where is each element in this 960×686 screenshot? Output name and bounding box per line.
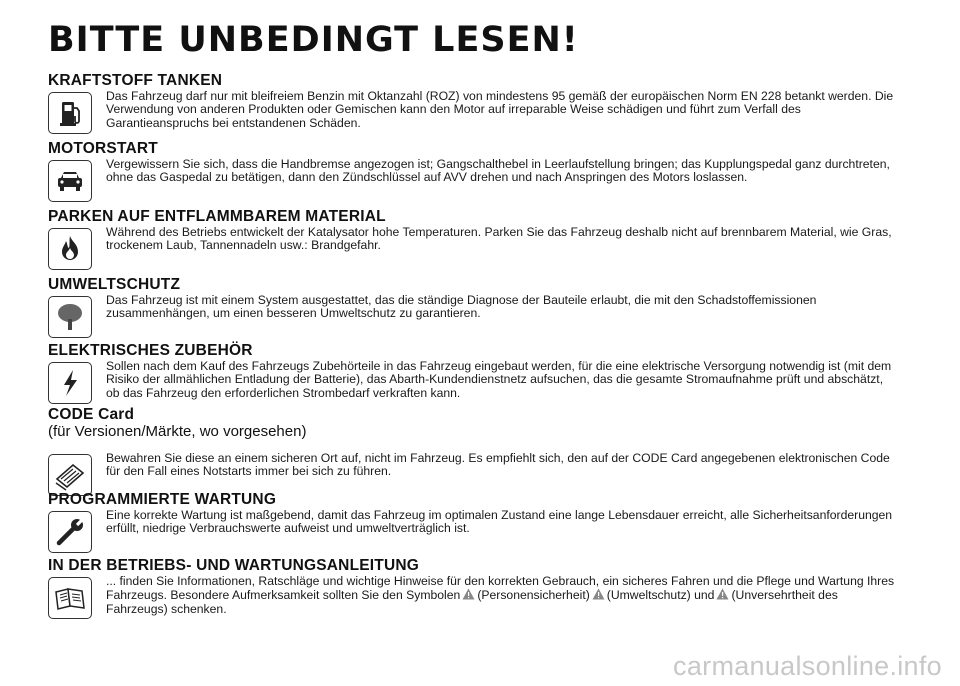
section-heading: PROGRAMMIERTE WARTUNG: [48, 491, 277, 508]
section-parking: [48, 208, 928, 274]
page-title: BITTE UNBEDINGT LESEN!: [48, 20, 579, 60]
warning-triangle-icon: [592, 588, 605, 600]
section-electrical: [48, 342, 928, 408]
lightning-icon: [48, 362, 92, 404]
section-engine-start: [48, 140, 928, 206]
section-heading: ELEKTRISCHES ZUBEHÖR: [48, 342, 253, 359]
watermark: carmanualsonline.info: [673, 651, 942, 681]
section-code-card: [48, 406, 928, 500]
section-heading: CODE Card: [48, 406, 135, 423]
code-card-icon: [48, 454, 92, 496]
fuel-pump-icon: [48, 92, 92, 134]
warning-triangle-icon: [716, 588, 729, 600]
text-part: (Unversehrtheit des Fahrzeugs) schenken.: [106, 588, 838, 616]
section-environment: [48, 276, 928, 342]
section-text: [106, 575, 896, 616]
section-heading: KRAFTSTOFF TANKEN: [48, 72, 223, 89]
section-owner-manual: [48, 557, 928, 623]
section-text: Vergewissern Sie sich, dass die Handbremse angezogen ist; Gangschalthebel in Leerlaufstellung bringen; das Kupplungspedal ganz durchtreten, ohne das Gaspedal zu betätigen, dann den Zündschlüssel auf AVV drehen und nach Anspringen des Motors loslassen.: [106, 157, 890, 185]
section-text: Während des Betriebs entwickelt der Katalysator hohe Temperaturen. Parken Sie das Fahrzeug deshalb nicht auf brennbarem Material, wie Gras, trockenem Laub, Tannennadeln usw.: Brandgefahr.: [106, 225, 892, 253]
warning-triangle-icon: [462, 588, 475, 600]
section-heading: MOTORSTART: [48, 140, 158, 157]
car-front-icon: [48, 160, 92, 202]
tree-icon: [48, 296, 92, 338]
section-heading: UMWELTSCHUTZ: [48, 276, 181, 293]
text-part: (Umweltschutz) und: [606, 588, 715, 603]
section-maintenance: [48, 491, 928, 557]
section-text: Das Fahrzeug darf nur mit bleifreiem Benzin mit Oktanzahl (ROZ) von mindestens 95 gemäß der europäischen Norm EN 228 betankt werden. Die Verwendung von anderen Produkten oder Gemischen kann den Motor auf irreparable Weise schädigen und führt zum Verfall des Garantieanspruchs bei entstandenen Schäden.: [106, 89, 894, 130]
section-text: Das Fahrzeug ist mit einem System ausgestattet, das die ständige Diagnose der Bauteile erlaubt, die mit den Schadstoffemissionen zusammenhängen, um einen besseren Umweltschutz zu garantieren.: [106, 293, 817, 321]
section-heading: PARKEN AUF ENTFLAMMBAREM MATERIAL: [48, 208, 386, 225]
section-text: Bewahren Sie diese an einem sicheren Ort auf, nicht im Fahrzeug. Es empfiehlt sich, den auf der CODE Card angegebenen elektronischen Code für den Fall eines Notstarts immer bei sich zu führen.: [106, 451, 890, 479]
text-part: ... finden Sie Informationen, Ratschläge und wichtige Hinweise für den korrekten Gebrauch, ein sicheres Fahren und die Pflege und Wartung Ihres Fahrzeugs. Besondere Aufmerksamkeit sollten Sie den Symbolen: [106, 574, 895, 603]
section-heading: IN DER BETRIEBS- UND WARTUNGSANLEITUNG: [48, 557, 419, 574]
open-book-icon: [48, 577, 92, 619]
flame-icon: [48, 228, 92, 270]
text-part: (Personensicherheit): [477, 588, 590, 603]
section-subheading: (für Versionen/Märkte, wo vorgesehen): [48, 423, 307, 440]
section-text: Sollen nach dem Kauf des Fahrzeugs Zubehörteile in das Fahrzeug eingebaut werden, für die eine elektrische Versorgung notwendig ist (mit dem Risiko der allmählichen Entladung der Batterie), das Abarth-Kundendienstnetz aufsuchen, das die gesamte Stromaufnahme prüft und abschätzt, ob das Fahrzeug den erforderlichen Strombedarf verkraften kann.: [106, 359, 892, 400]
section-fuel: [48, 72, 928, 138]
wrench-icon: [48, 511, 92, 553]
section-text: Eine korrekte Wartung ist maßgebend, damit das Fahrzeug im optimalen Zustand eine lange Lebensdauer erreicht, alle Sicherheitsanforderungen erfüllt, niedrige Verbrauchswerte aufweist und umweltverträglich ist.: [106, 508, 893, 536]
